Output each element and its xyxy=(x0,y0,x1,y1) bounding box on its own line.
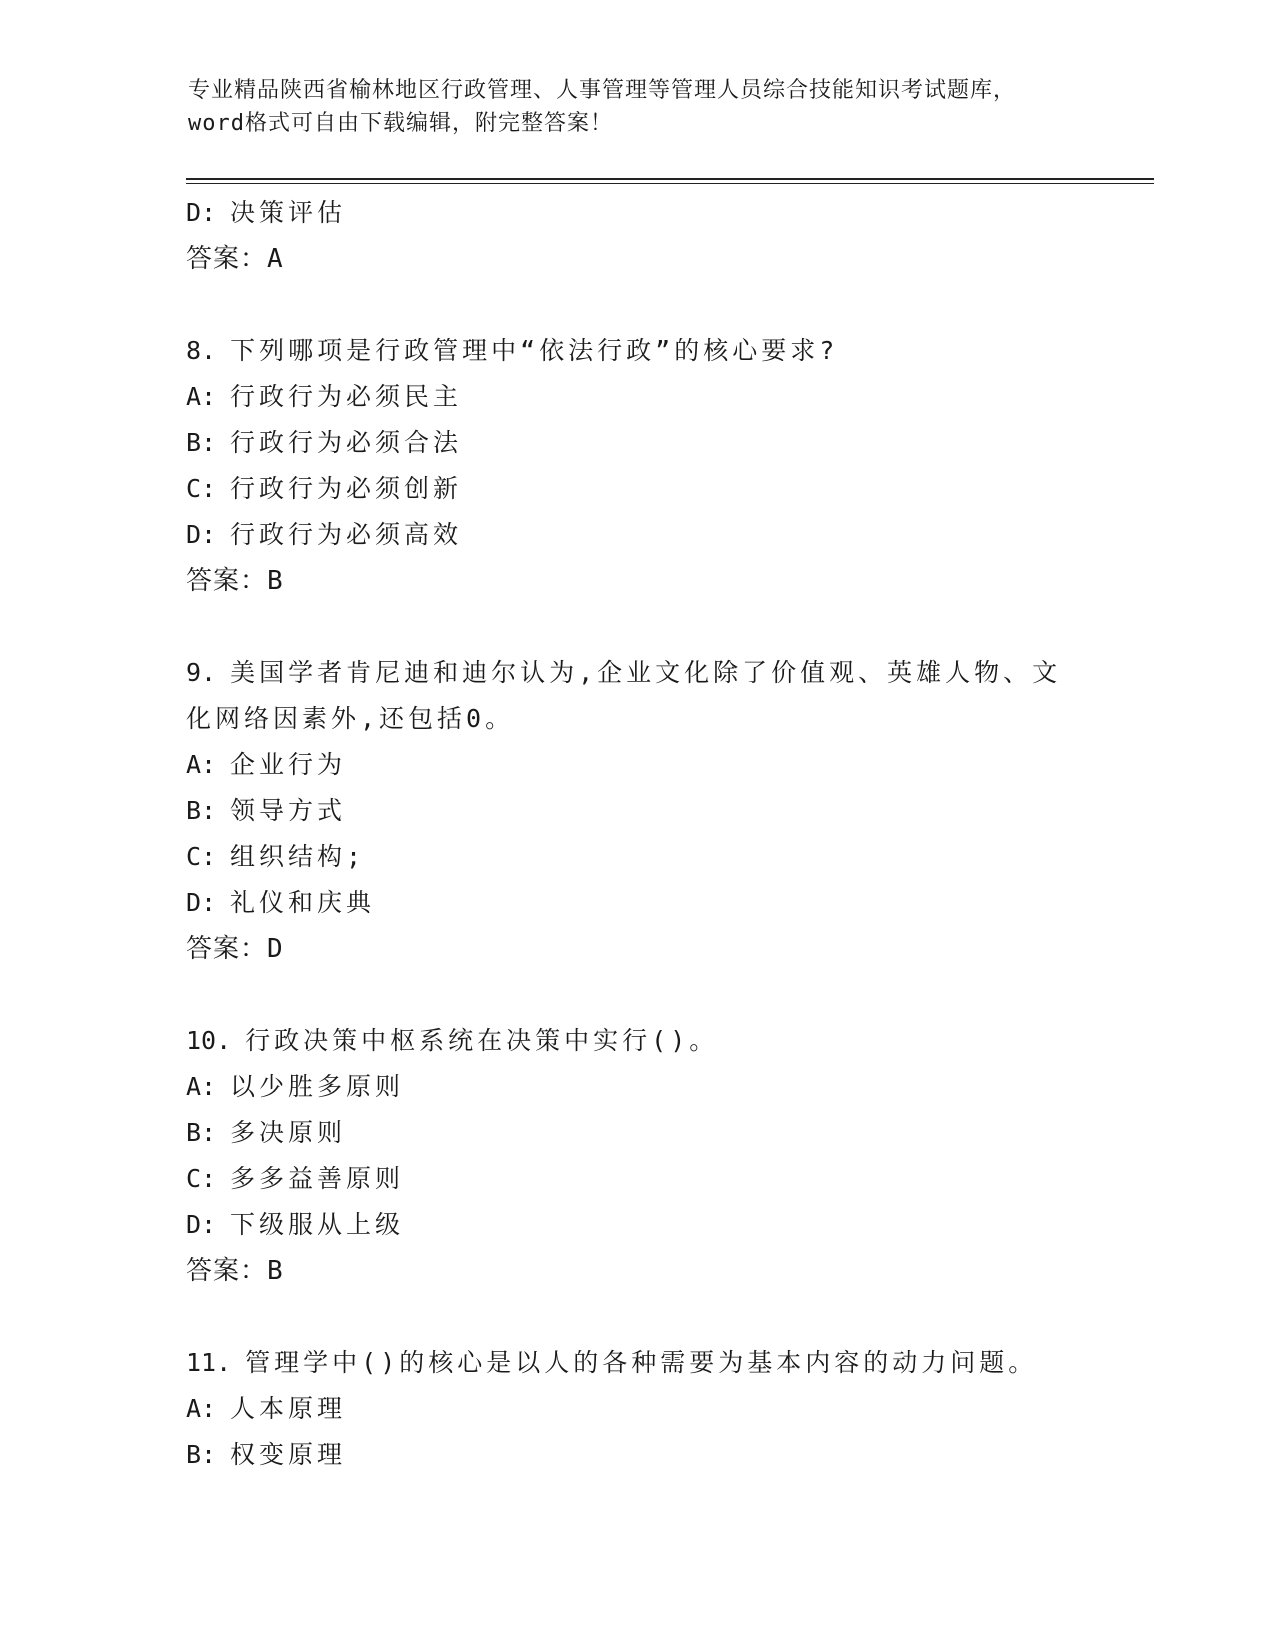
option-d xyxy=(186,190,1086,236)
option-text: 行政行为必须创新 xyxy=(230,474,463,503)
option-d xyxy=(186,512,1086,558)
option-b xyxy=(186,788,1086,834)
question-number: 10. xyxy=(186,1026,232,1055)
question-number: 9. xyxy=(186,658,217,687)
option-text: 人本原理 xyxy=(230,1394,347,1423)
question-block-9 xyxy=(186,650,1086,972)
option-key: D: xyxy=(186,1210,217,1239)
question-stem-line-1: 美国学者肯尼迪和迪尔认为,企业文化除了价值观、英雄人物、文 xyxy=(230,658,1062,687)
answer-label: 答案： xyxy=(186,1256,268,1286)
option-d xyxy=(186,880,1086,926)
question-block-10 xyxy=(186,1018,1086,1294)
option-text: 组织结构; xyxy=(230,842,366,871)
option-a xyxy=(186,374,1086,420)
option-text: 领导方式 xyxy=(230,796,347,825)
answer-value: B xyxy=(267,1256,284,1286)
option-text: 行政行为必须合法 xyxy=(230,428,463,457)
option-key: B: xyxy=(186,428,217,457)
answer-label: 答案： xyxy=(186,934,268,964)
question-stem-line-2: 化网络因素外,还包括0。 xyxy=(186,704,515,733)
question-text xyxy=(186,328,1086,374)
option-text: 多多益善原则 xyxy=(230,1164,405,1193)
option-text: 以少胜多原则 xyxy=(230,1072,405,1101)
question-block-11 xyxy=(186,1340,1086,1478)
question-block-partial xyxy=(186,190,1086,282)
option-text: 企业行为 xyxy=(230,750,347,779)
question-number: 11. xyxy=(186,1348,232,1377)
answer-line xyxy=(186,1248,1086,1294)
option-key: B: xyxy=(186,796,217,825)
answer-label: 答案： xyxy=(186,566,268,596)
option-key: A: xyxy=(186,1072,217,1101)
option-key: C: xyxy=(186,1164,217,1193)
question-list xyxy=(186,190,1086,1478)
header-divider xyxy=(186,178,1154,184)
question-text-continued xyxy=(186,696,1086,742)
answer-line xyxy=(186,236,1086,282)
option-text: 下级服从上级 xyxy=(230,1210,405,1239)
option-key: B: xyxy=(186,1118,217,1147)
option-c xyxy=(186,834,1086,880)
option-key: C: xyxy=(186,842,217,871)
option-key: D: xyxy=(186,888,217,917)
option-text: 多决原则 xyxy=(230,1118,347,1147)
option-text: 行政行为必须高效 xyxy=(230,520,463,549)
question-text xyxy=(186,650,1086,696)
option-key: A: xyxy=(186,1394,217,1423)
header-line-1: 专业精品陕西省榆林地区行政管理、人事管理等管理人员综合技能知识考试题库， xyxy=(188,78,1017,103)
question-block-8 xyxy=(186,328,1086,604)
question-stem: 行政决策中枢系统在决策中实行()。 xyxy=(245,1026,719,1055)
answer-value: B xyxy=(267,566,284,596)
header-line-2: word格式可自由下载编辑，附完整答案！ xyxy=(188,111,613,136)
question-stem: 下列哪项是行政管理中“依法行政”的核心要求? xyxy=(230,336,839,365)
answer-value: A xyxy=(267,244,284,274)
option-text: 权变原理 xyxy=(230,1440,347,1469)
question-stem: 管理学中()的核心是以人的各种需要为基本内容的动力问题。 xyxy=(245,1348,1038,1377)
option-b xyxy=(186,1110,1086,1156)
option-b xyxy=(186,1432,1086,1478)
option-text: 行政行为必须民主 xyxy=(230,382,463,411)
option-c xyxy=(186,466,1086,512)
option-key: A: xyxy=(186,382,217,411)
answer-label: 答案： xyxy=(186,244,268,274)
page-header xyxy=(188,74,1088,140)
answer-line xyxy=(186,926,1086,972)
question-text xyxy=(186,1340,1086,1386)
option-a xyxy=(186,1386,1086,1432)
option-a xyxy=(186,1064,1086,1110)
option-b xyxy=(186,420,1086,466)
question-text xyxy=(186,1018,1086,1064)
answer-line xyxy=(186,558,1086,604)
option-key: C: xyxy=(186,474,217,503)
option-text: 决策评估 xyxy=(230,198,347,227)
option-key: B: xyxy=(186,1440,217,1469)
answer-value: D xyxy=(267,934,284,964)
option-key: D: xyxy=(186,198,217,227)
option-text: 礼仪和庆典 xyxy=(230,888,376,917)
question-number: 8. xyxy=(186,336,217,365)
option-key: D: xyxy=(186,520,217,549)
option-d xyxy=(186,1202,1086,1248)
option-a xyxy=(186,742,1086,788)
option-c xyxy=(186,1156,1086,1202)
option-key: A: xyxy=(186,750,217,779)
